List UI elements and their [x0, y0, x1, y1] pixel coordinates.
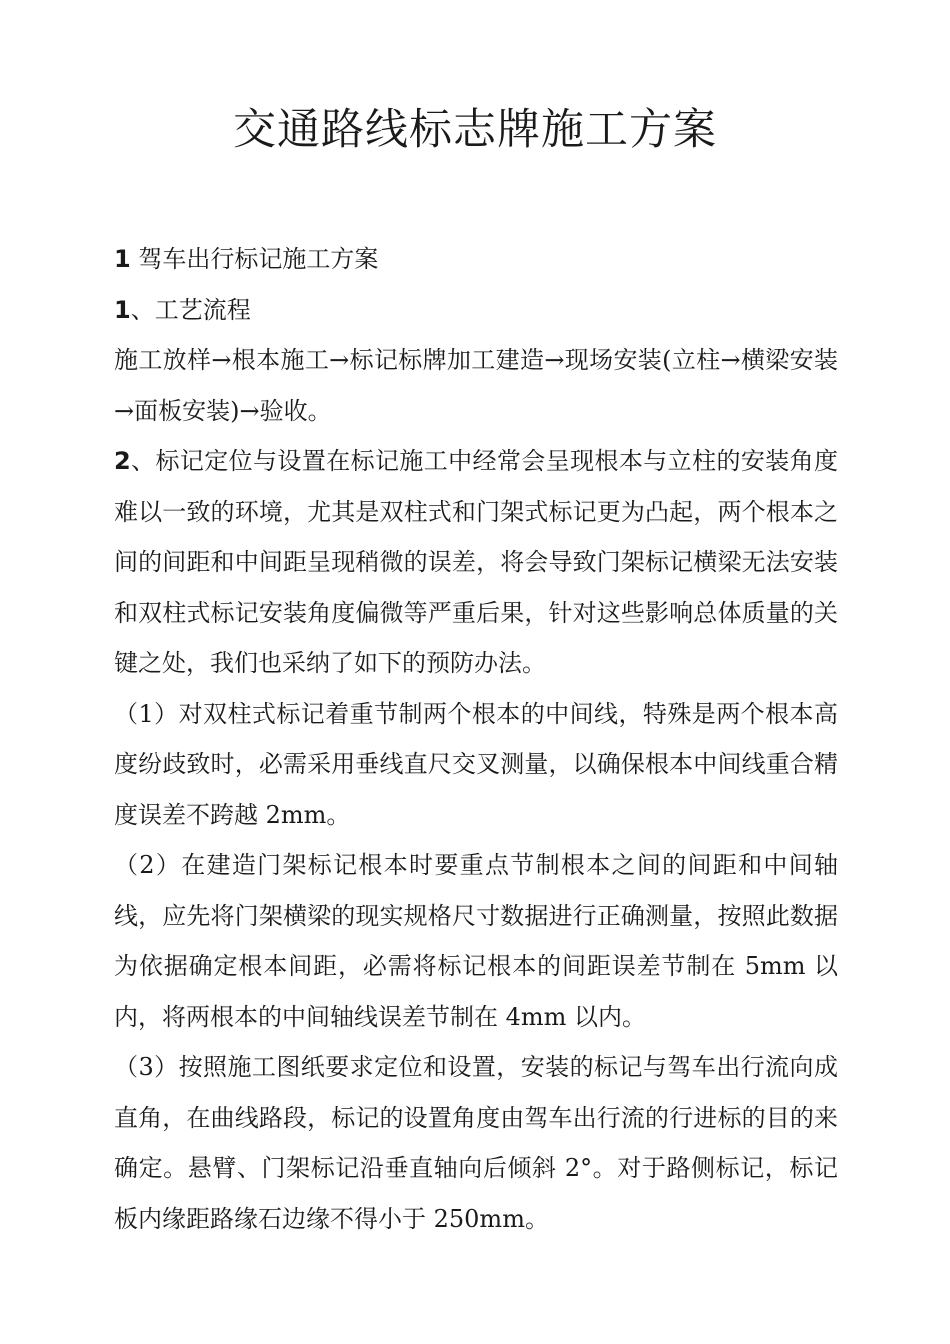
section-heading-text: 驾车出行标记施工方案	[130, 245, 379, 273]
measure-number: （2）	[114, 851, 182, 879]
measure-text: 在建造门架标记根本时要重点节制根本之间的间距和中间轴线，应先将门架横梁的现实规格尺寸数据进行正确测量，按照此数据为依据确定根本间距，必需将标记根本的间距误差节制在 5mm 以内，将两根本的中间轴线误差节制在 4mm 以内。	[114, 851, 839, 1031]
subsection-heading-process	[114, 285, 838, 336]
section-number: 1	[114, 245, 131, 273]
document-title: 交通路线标志牌施工方案	[233, 105, 717, 155]
section-heading	[114, 234, 838, 285]
document-body	[114, 234, 838, 1244]
measure-text: 对双柱式标记着重节制两个根本的中间线，特殊是两个根本高度纷歧致时，必需采用垂线直尺交叉测量，以确保根本中间线重合精度误差不跨越 2mm。	[114, 699, 838, 829]
measure-paragraph-2	[114, 840, 838, 1042]
measure-text: 按照施工图纸要求定位和设置，安装的标记与驾车出行流向成直角，在曲线路段，标记的设置角度由驾车出行流的行进标的目的来确定。悬臂、门架标记沿垂直轴向后倾斜 2°。对于路侧标记，标记板内缘距路缘石边缘不得小于 250mm。	[114, 1053, 838, 1233]
subsection-number: 1	[114, 295, 131, 324]
measure-number: （1）	[114, 699, 179, 728]
positioning-text: 、标记定位与设置在标记施工中经常会呈现根本与立柱的安装角度难以一致的环境，尤其是双柱式和门架式标记更为凸起，两个根本之间的间距和中间距呈现稍微的误差，将会导致门架标记横梁无法安装和双柱式标记安装角度偏微等严重后果，针对这些影响总体质量的关键之处，我们也采纳了如下的预防办法。	[114, 447, 838, 677]
measure-number: （3）	[114, 1053, 179, 1081]
subsection-heading-text: 、工艺流程	[130, 295, 251, 324]
subsection-number: 2	[114, 447, 131, 475]
process-flow-text: 施工放样→根本施工→标记标牌加工建造→现场安装(立柱→横梁安装→面板安装)→验收。	[114, 346, 838, 425]
measure-paragraph-3	[114, 1042, 838, 1244]
process-flow-paragraph	[114, 335, 838, 436]
measure-paragraph-1	[114, 689, 838, 841]
positioning-paragraph	[114, 436, 838, 689]
